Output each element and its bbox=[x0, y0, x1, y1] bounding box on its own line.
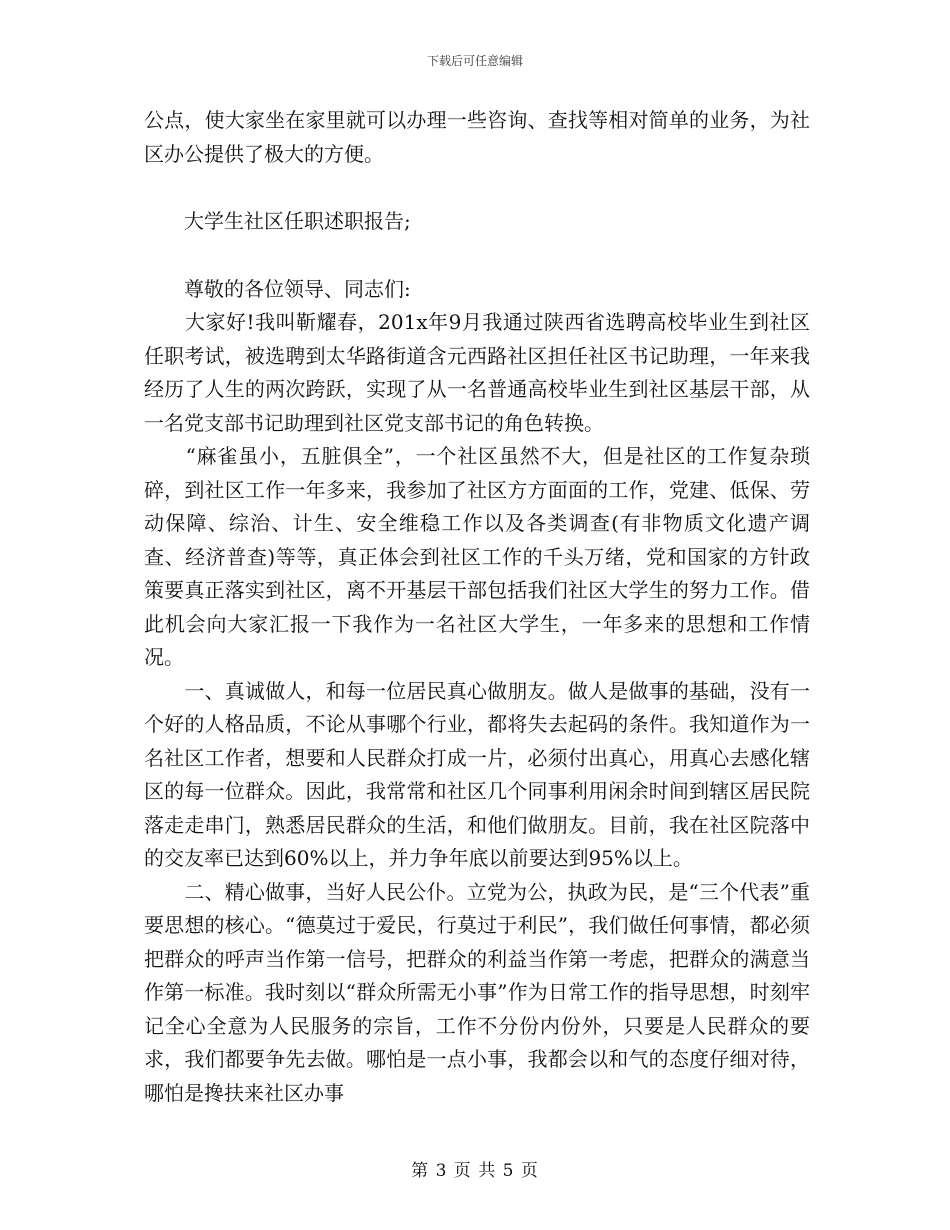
paragraph-section-one: 一、真诚做人，和每一位居民真心做朋友。做人是做事的基础，没有一个好的人格品质，不论从事哪个行业，都将失去起码的条件。我知道作为一名社区工作者，想要和人民群众打成一片，必须付出真心，用真心去感化辖区的每一位群众。因此，我常常和社区几个同事利用闲余时间到辖区居民院落走走串门，熟悉居民群众的生活，和他们做朋友。目前，我在社区院落中的交友率已达到60%以上，并力争年底以前要达到95%以上。 bbox=[144, 678, 810, 870]
paragraph-work-overview: “麻雀虽小，五脏俱全”，一个社区虽然不大，但是社区的工作复杂琐碎，到社区工作一年多来，我参加了社区方方面面的工作，党建、低保、劳动保障、综治、计生、安全维稳工作以及各类调查(有非物质文化遗产调查、经济普查)等等，真正体会到社区工作的千头万绪，党和国家的方针政策要真正落实到社区，离不开基层干部包括我们社区大学生的努力工作。借此机会向大家汇报一下我作为一名社区大学生，一年多来的思想和工作情况。 bbox=[144, 444, 810, 669]
paragraph-introduction: 大家好!我叫靳耀春，201x年9月我通过陕西省选聘高校毕业生到社区任职考试，被选聘到太华路街道含元西路社区担任社区书记助理，一年来我经历了人生的两次跨跃，实现了从一名普通高校毕业生到社区基层干部，从一名党支部书记助理到社区党支部书记的角色转换。 bbox=[144, 310, 810, 435]
page-footer: 第 3 页 共 5 页 bbox=[411, 1161, 539, 1181]
paragraph-section-two: 二、精心做事，当好人民公仆。立党为公，执政为民，是“三个代表”重要思想的核心。“德莫过于爱民，行莫过于利民”，我们做任何事情，都必须把群众的呼声当作第一信号，把群众的利益当作第一考虑，把群众的满意当作第一标准。我时刻以“群众所需无小事”作为日常工作的指导思想，时刻牢记全心全意为人民服务的宗旨，工作不分份内份外，只要是人民群众的要求，我们都要争先去做。哪怕是一点小事，我都会以和气的态度仔细对待，哪怕是搀扶来社区办事 bbox=[144, 879, 810, 1105]
document-body bbox=[144, 104, 810, 1110]
paragraph-salutation: 尊敬的各位领导、同志们: bbox=[144, 276, 411, 301]
paragraph-report-title: 大学生社区任职述职报告; bbox=[144, 209, 411, 233]
page-header: 下载后可任意编辑 bbox=[426, 54, 523, 68]
paragraph-continuation: 公点，使大家坐在家里就可以办理一些咨询、查找等相对简单的业务，为社区办公提供了极大的方便。 bbox=[144, 108, 810, 166]
